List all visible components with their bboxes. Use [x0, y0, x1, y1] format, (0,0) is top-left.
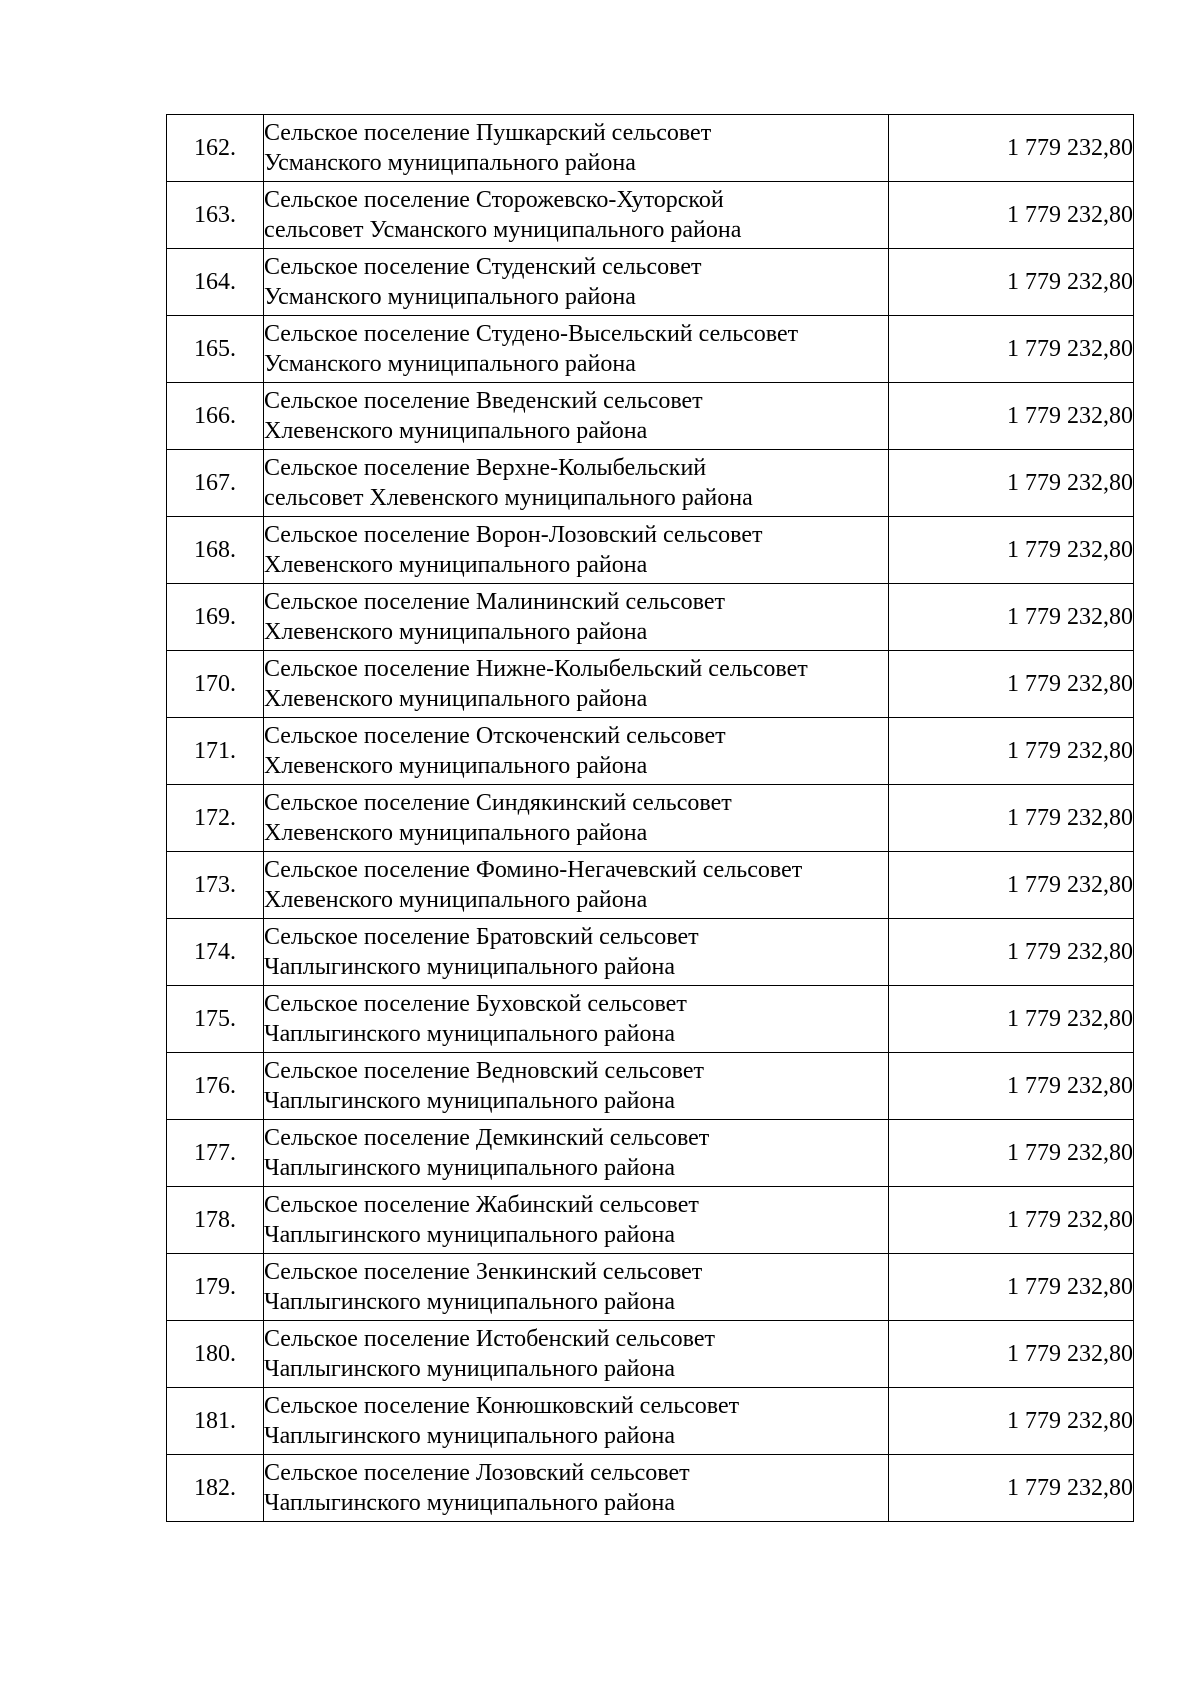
settlement-name-cell	[264, 785, 889, 852]
settlement-name-line-1: Сельское поселение Малининский сельсовет	[264, 589, 725, 615]
table-row	[167, 651, 1134, 718]
settlement-name-cell	[264, 986, 889, 1053]
settlement-name-cell	[264, 316, 889, 383]
settlement-name-line-2: сельсовет Усманского муниципального района	[264, 217, 742, 243]
table-row	[167, 1388, 1134, 1455]
settlement-name-line-1: Сельское поселение Сторожевско-Хуторской	[264, 187, 724, 213]
settlement-name-cell	[264, 249, 889, 316]
settlement-name-line-2: сельсовет Хлевенского муниципального района	[264, 485, 753, 511]
table-row	[167, 182, 1134, 249]
settlement-name-cell	[264, 1388, 889, 1455]
settlement-name-line-1: Сельское поселение Буховской сельсовет	[264, 991, 687, 1017]
settlement-name-line-1: Сельское поселение Фомино-Негачевский сельсовет	[264, 857, 803, 883]
row-number: 167.	[167, 450, 264, 517]
amount-cell: 1 779 232,80	[889, 651, 1134, 718]
row-number: 170.	[167, 651, 264, 718]
amount-cell: 1 779 232,80	[889, 986, 1134, 1053]
settlement-name-cell	[264, 1187, 889, 1254]
table-row	[167, 1321, 1134, 1388]
settlement-name-cell	[264, 1455, 889, 1522]
amount-cell: 1 779 232,80	[889, 182, 1134, 249]
settlement-name-cell	[264, 383, 889, 450]
settlement-name-line-2: Чаплыгинского муниципального района	[264, 1155, 676, 1181]
row-number: 166.	[167, 383, 264, 450]
amount-cell: 1 779 232,80	[889, 383, 1134, 450]
row-number: 172.	[167, 785, 264, 852]
table-body	[167, 115, 1134, 1522]
row-number: 165.	[167, 316, 264, 383]
settlement-name-cell	[264, 1321, 889, 1388]
amount-cell: 1 779 232,80	[889, 718, 1134, 785]
settlement-name-line-1: Сельское поселение Введенский сельсовет	[264, 388, 703, 414]
row-number: 171.	[167, 718, 264, 785]
settlement-name-line-2: Чаплыгинского муниципального района	[264, 1021, 676, 1047]
table-row	[167, 1053, 1134, 1120]
settlement-name-line-2: Хлевенского муниципального района	[264, 686, 648, 712]
settlement-name-line-2: Хлевенского муниципального района	[264, 753, 648, 779]
table-row	[167, 1254, 1134, 1321]
row-number: 175.	[167, 986, 264, 1053]
settlement-name-line-2: Чаплыгинского муниципального района	[264, 954, 676, 980]
settlement-name-line-1: Сельское поселение Синдякинский сельсовет	[264, 790, 732, 816]
settlement-name-line-2: Чаплыгинского муниципального района	[264, 1289, 676, 1315]
settlement-name-line-2: Усманского муниципального района	[264, 351, 636, 377]
amount-cell: 1 779 232,80	[889, 1455, 1134, 1522]
row-number: 164.	[167, 249, 264, 316]
settlement-name-cell	[264, 919, 889, 986]
settlement-name-line-2: Хлевенского муниципального района	[264, 887, 648, 913]
settlement-name-line-1: Сельское поселение Жабинский сельсовет	[264, 1192, 699, 1218]
table-row	[167, 1455, 1134, 1522]
table-row	[167, 852, 1134, 919]
settlement-name-line-2: Чаплыгинского муниципального района	[264, 1222, 676, 1248]
row-number: 163.	[167, 182, 264, 249]
row-number: 173.	[167, 852, 264, 919]
settlement-name-line-1: Сельское поселение Конюшковский сельсовет	[264, 1393, 740, 1419]
row-number: 178.	[167, 1187, 264, 1254]
settlement-name-cell	[264, 584, 889, 651]
settlement-name-cell	[264, 1254, 889, 1321]
amount-cell: 1 779 232,80	[889, 115, 1134, 182]
settlement-name-line-2: Чаплыгинского муниципального района	[264, 1356, 676, 1382]
amount-cell: 1 779 232,80	[889, 316, 1134, 383]
row-number: 162.	[167, 115, 264, 182]
amount-cell: 1 779 232,80	[889, 785, 1134, 852]
row-number: 176.	[167, 1053, 264, 1120]
settlement-name-line-2: Чаплыгинского муниципального района	[264, 1423, 676, 1449]
table-row	[167, 115, 1134, 182]
settlement-name-line-2: Хлевенского муниципального района	[264, 418, 648, 444]
settlement-name-cell	[264, 718, 889, 785]
amount-cell: 1 779 232,80	[889, 919, 1134, 986]
table-row	[167, 919, 1134, 986]
table-row	[167, 785, 1134, 852]
settlement-name-cell	[264, 115, 889, 182]
amount-cell: 1 779 232,80	[889, 584, 1134, 651]
settlement-name-line-1: Сельское поселение Лозовский сельсовет	[264, 1460, 690, 1486]
settlement-name-cell	[264, 517, 889, 584]
settlement-name-line-2: Чаплыгинского муниципального района	[264, 1088, 676, 1114]
settlement-name-cell	[264, 651, 889, 718]
settlement-name-cell	[264, 852, 889, 919]
settlement-name-line-1: Сельское поселение Зенкинский сельсовет	[264, 1259, 703, 1285]
settlement-name-line-1: Сельское поселение Студено-Высельский сельсовет	[264, 321, 799, 347]
amount-cell: 1 779 232,80	[889, 249, 1134, 316]
allocation-table	[166, 114, 1134, 1522]
settlement-name-line-2: Чаплыгинского муниципального района	[264, 1490, 676, 1516]
settlement-name-line-1: Сельское поселение Студенский сельсовет	[264, 254, 702, 280]
table-row	[167, 450, 1134, 517]
settlement-name-line-1: Сельское поселение Истобенский сельсовет	[264, 1326, 715, 1352]
settlement-name-line-1: Сельское поселение Нижне-Колыбельский сельсовет	[264, 656, 808, 682]
amount-cell: 1 779 232,80	[889, 517, 1134, 584]
table-row	[167, 1187, 1134, 1254]
row-number: 180.	[167, 1321, 264, 1388]
table-row	[167, 249, 1134, 316]
amount-cell: 1 779 232,80	[889, 1120, 1134, 1187]
settlement-name-line-1: Сельское поселение Отскоченский сельсовет	[264, 723, 726, 749]
settlement-name-line-2: Хлевенского муниципального района	[264, 820, 648, 846]
settlement-name-line-1: Сельское поселение Верхне-Колыбельский	[264, 455, 707, 481]
table-row	[167, 517, 1134, 584]
row-number: 179.	[167, 1254, 264, 1321]
table-row	[167, 383, 1134, 450]
row-number: 168.	[167, 517, 264, 584]
table-row	[167, 718, 1134, 785]
amount-cell: 1 779 232,80	[889, 1388, 1134, 1455]
amount-cell: 1 779 232,80	[889, 1187, 1134, 1254]
settlement-name-line-2: Усманского муниципального района	[264, 284, 636, 310]
settlement-name-line-2: Хлевенского муниципального района	[264, 619, 648, 645]
amount-cell: 1 779 232,80	[889, 1321, 1134, 1388]
table-row	[167, 1120, 1134, 1187]
amount-cell: 1 779 232,80	[889, 450, 1134, 517]
row-number: 182.	[167, 1455, 264, 1522]
table-row	[167, 316, 1134, 383]
row-number: 169.	[167, 584, 264, 651]
settlement-name-cell	[264, 182, 889, 249]
settlement-name-line-1: Сельское поселение Пушкарский сельсовет	[264, 120, 712, 146]
settlement-name-line-1: Сельское поселение Ведновский сельсовет	[264, 1058, 705, 1084]
amount-cell: 1 779 232,80	[889, 1254, 1134, 1321]
amount-cell: 1 779 232,80	[889, 852, 1134, 919]
amount-cell: 1 779 232,80	[889, 1053, 1134, 1120]
settlement-name-line-1: Сельское поселение Демкинский сельсовет	[264, 1125, 710, 1151]
row-number: 181.	[167, 1388, 264, 1455]
settlement-name-line-1: Сельское поселение Ворон-Лозовский сельсовет	[264, 522, 763, 548]
settlement-name-cell	[264, 1120, 889, 1187]
settlement-name-line-2: Хлевенского муниципального района	[264, 552, 648, 578]
table-row	[167, 584, 1134, 651]
row-number: 177.	[167, 1120, 264, 1187]
table-row	[167, 986, 1134, 1053]
settlement-name-line-2: Усманского муниципального района	[264, 150, 636, 176]
row-number: 174.	[167, 919, 264, 986]
settlement-name-cell	[264, 1053, 889, 1120]
settlement-name-cell	[264, 450, 889, 517]
settlement-name-line-1: Сельское поселение Братовский сельсовет	[264, 924, 699, 950]
